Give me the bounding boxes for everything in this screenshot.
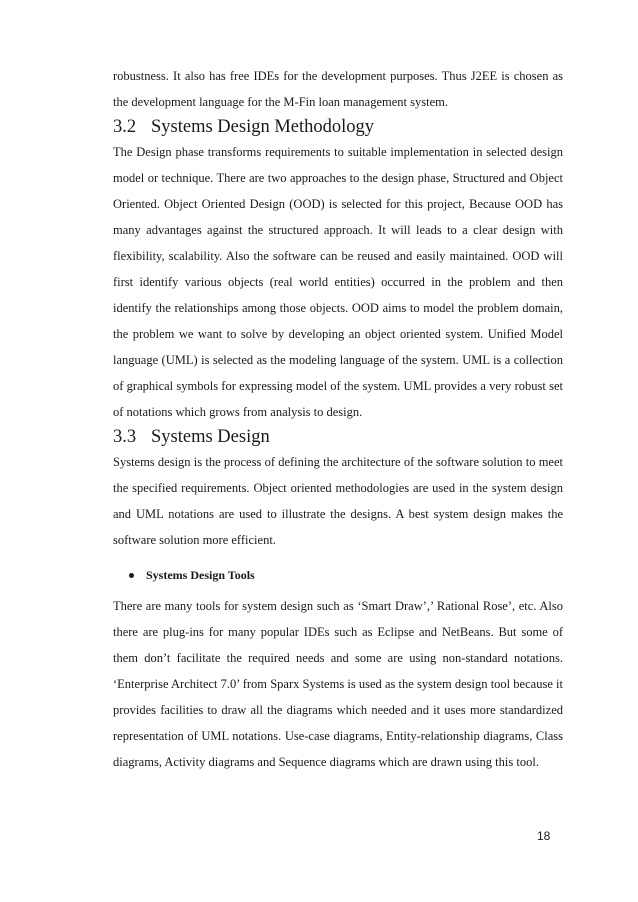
design-methodology-paragraph: The Design phase transforms requirements to suitable implementation in selected design model or technique. There are two approaches to the design phase, Structured and Object Oriented. Object Oriented Design (OOD) is selected for this project, Because OOD has many advantages against the structured approach. It will leads to a clear design with flexibility, scalability. Also the software can be reused and easily maintained. OOD will first identify various objects (real world entities) occurred in the problem and then identify the relationships among those objects. OOD aims to model the problem domain, the problem we want to solve by developing an object oriented system. Unified Model language (UML) is selected as the modeling language of the system. UML is a collection of graphical symbols for expressing model of the system. UML provides a very robust set of notations which grows from analysis to design. <box>113 145 563 419</box>
section-3-3-heading <box>113 425 563 449</box>
bullet-icon <box>129 573 134 578</box>
section-number: 3.3 <box>113 427 137 447</box>
intro-paragraph: robustness. It also has free IDEs for the development purposes. Thus J2EE is chosen as the development language for the M-Fin loan management system. <box>113 69 563 109</box>
section-3-2-heading <box>113 115 563 139</box>
design-tools-paragraph: There are many tools for system design such as ‘Smart Draw’,’ Rational Rose’, etc. Also there are plug-ins for many popular IDEs such as Eclipse and NetBeans. But some of them don’t facilitate the required needs and some are using non-standard notations. ‘Enterprise Architect 7.0’ from Sparx Systems is used as the system design tool because it provides facilities to draw all the diagrams which needed and it uses more standardized representation of UML notations. Use-case diagrams, Entity-relationship diagrams, Class diagrams, Activity diagrams and Sequence diagrams which are drawn using this tool. <box>113 599 563 769</box>
bullet-item <box>113 565 563 585</box>
systems-design-paragraph: Systems design is the process of defining the architecture of the software solution to meet the specified requirements. Object oriented methodologies are used in the system design and UML notations are used to illustrate the designs. A best system design makes the software solution more efficient. <box>113 455 563 547</box>
section-title: Systems Design <box>151 427 270 447</box>
bullet-heading: Systems Design Tools <box>146 568 255 582</box>
section-number: 3.2 <box>113 117 137 137</box>
section-title: Systems Design Methodology <box>151 117 375 137</box>
document-page <box>113 63 563 775</box>
page-number: 18 <box>537 829 551 843</box>
